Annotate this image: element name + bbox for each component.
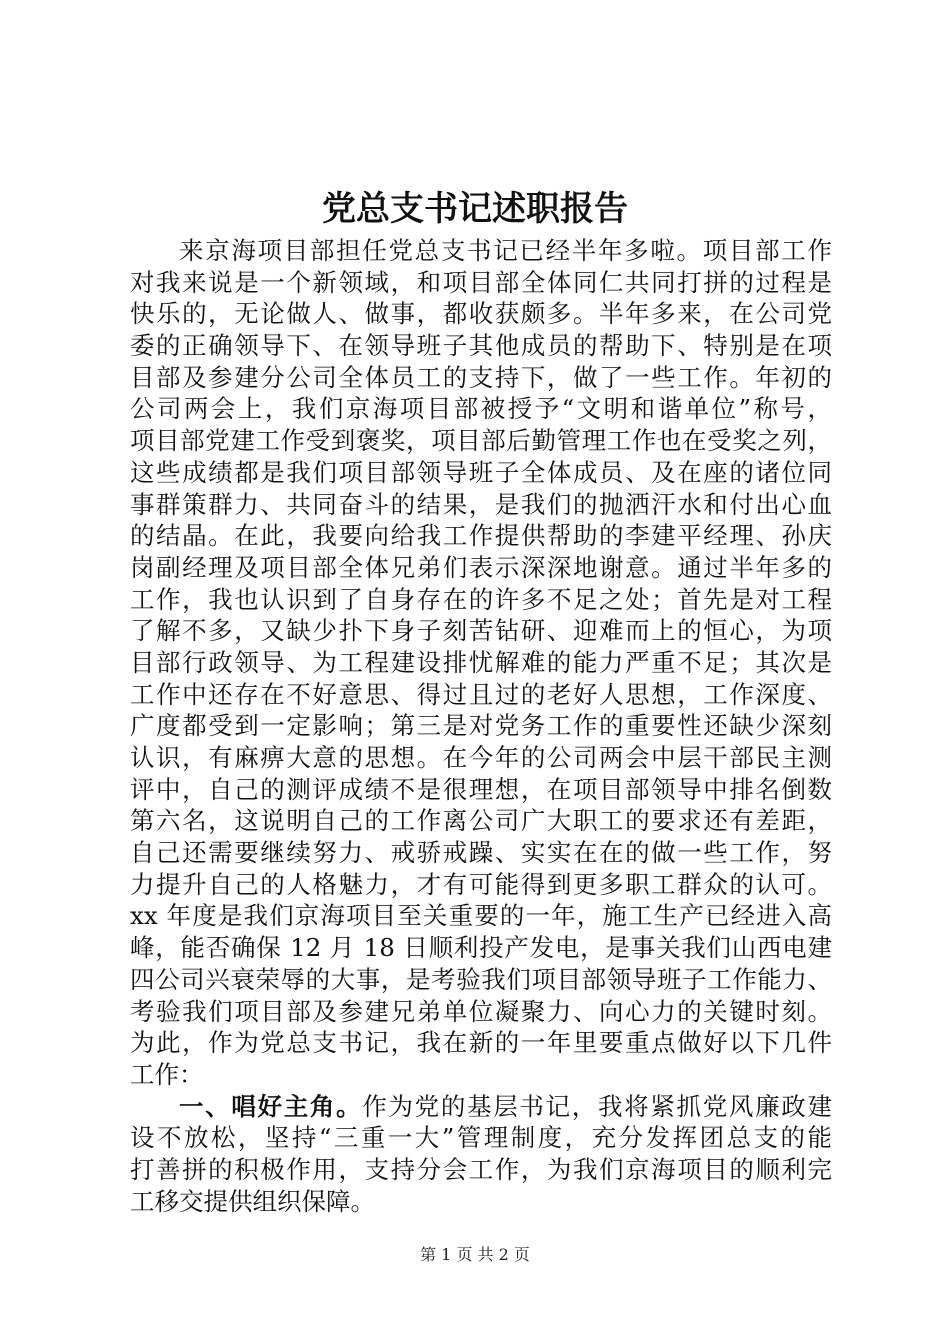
section-1-first-line-text: 作为党的基层书记，我将紧抓党风廉政建	[362, 1091, 832, 1121]
text-line: 快乐的，无论做人、做事，都收获颇多。半年多来，在公司党	[130, 299, 832, 329]
text-line: 四公司兴衰荣辱的大事，是考验我们项目部领导班子工作能力、	[130, 964, 832, 994]
text-line: 峰，能否确保 12 月 18 日顺利投产发电，是事关我们山西电建	[130, 933, 832, 963]
text-line: 自己还需要继续努力、戒骄戒躁、实实在在的做一些工作，努	[130, 838, 832, 868]
section-1	[130, 1091, 832, 1218]
text-line: 了解不多，又缺少扑下身子刻苦钻研、迎难而上的恒心，为项	[130, 616, 832, 646]
page-number-footer: 第 1 页 共 2 页	[420, 1245, 530, 1264]
text-line: xx 年度是我们京海项目至关重要的一年，施工生产已经进入高	[130, 901, 832, 931]
text-line: 考验我们项目部及参建兄弟单位凝聚力、向心力的关键时刻。	[130, 996, 832, 1026]
text-line: 工作：	[130, 1059, 204, 1089]
text-line: 工移交提供组织保障。	[130, 1186, 375, 1216]
text-line: 广度都受到一定影响；第三是对党务工作的重要性还缺少深刻	[130, 711, 832, 741]
text-line: 设不放松，坚持“三重一大”管理制度，充分发挥团总支的能	[130, 1123, 832, 1153]
text-line: 工作中还存在不好意思、得过且过的老好人思想，工作深度、	[130, 679, 832, 709]
text-line: 岗副经理及项目部全体兄弟们表示深深地谢意。通过半年多的	[130, 552, 832, 582]
section-1-heading: 一、唱好主角。	[179, 1091, 363, 1121]
text-line: 认识，有麻痹大意的思想。在今年的公司两会中层干部民主测	[130, 743, 832, 772]
text-line: 目部行政领导、为工程建设排忧解难的能力严重不足；其次是	[130, 647, 832, 677]
section-1-first-line	[130, 1091, 832, 1123]
text-line: 来京海项目部担任党总支书记已经半年多啦。项目部工作	[179, 236, 832, 265]
text-line: 公司两会上，我们京海项目部被授予“文明和谐单位”称号，	[130, 394, 832, 424]
text-line: 的结晶。在此，我要向给我工作提供帮助的李建平经理、孙庆	[130, 521, 832, 551]
text-line: 为此，作为党总支书记，我在新的一年里要重点做好以下几件	[130, 1028, 832, 1058]
document-title: 党总支书记述职报告	[322, 189, 628, 229]
text-line: 打善拼的积极作用，支持分会工作，为我们京海项目的顺利完	[130, 1154, 832, 1184]
text-line: 这些成绩都是我们项目部领导班子全体成员、及在座的诸位同	[130, 457, 832, 487]
text-line: 力提升自己的人格魅力，才有可能得到更多职工群众的认可。	[130, 869, 832, 899]
text-line: 委的正确领导下、在领导班子其他成员的帮助下、特别是在项	[130, 331, 832, 361]
text-line: 评中，自己的测评成绩不是很理想，在项目部领导中排名倒数	[130, 774, 832, 804]
text-line: 工作，我也认识到了自身存在的许多不足之处；首先是对工程	[130, 584, 832, 614]
text-line: 目部及参建分公司全体员工的支持下，做了一些工作。年初的	[130, 362, 832, 392]
document-body	[130, 235, 832, 1217]
text-line: 对我来说是一个新领域，和项目部全体同仁共同打拼的过程是	[130, 267, 832, 297]
text-line: 项目部党建工作受到褒奖，项目部后勤管理工作也在受奖之列，	[130, 426, 832, 456]
text-line: 第六名，这说明自己的工作离公司广大职工的要求还有差距，	[130, 806, 832, 836]
text-line: 事群策群力、共同奋斗的结果，是我们的抛洒汗水和付出心血	[130, 489, 832, 519]
paragraph-1	[130, 235, 832, 1091]
